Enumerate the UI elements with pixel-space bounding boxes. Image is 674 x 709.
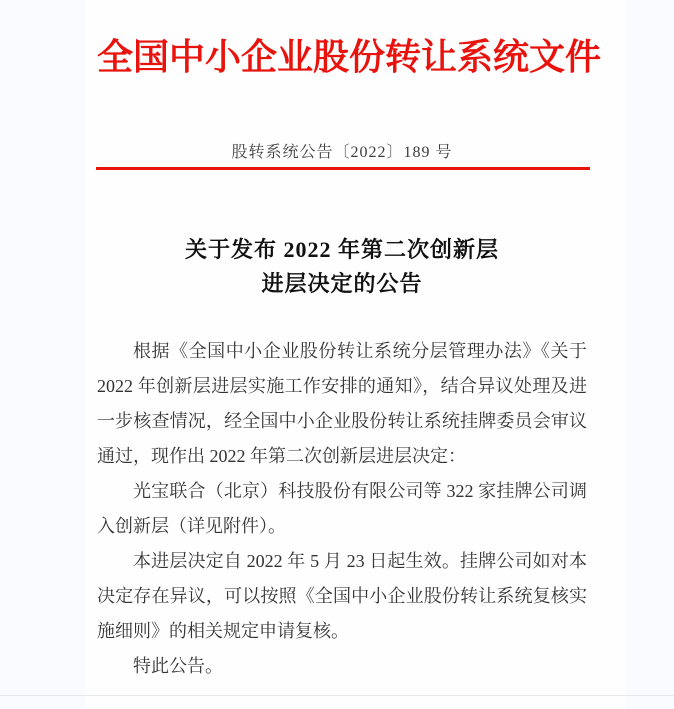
doc-number: 股转系统公告〔2022〕189 号 (231, 144, 453, 161)
body-paragraph: 根据《全国中小企业股份转让系统分层管理办法》《关于 2022 年创新层进层实施工作安排的通知》，结合异议处理及进一步核查情况，经全国中小企业股份转让系统挂牌委员会审议通过，现作出 2022 年第二次创新层进层决定： (97, 341, 587, 466)
body-paragraph: 光宝联合（北京）科技股份有限公司等 322 家挂牌公司调入创新层（详见附件）。 (97, 481, 587, 536)
red-divider-line (96, 167, 590, 170)
document-page (85, 0, 626, 709)
announcement-title (97, 233, 587, 301)
body-paragraph: 本进层决定自 2022 年 5 月 23 日起生效。挂牌公司如对本决定存在异议，可以按照《全国中小企业股份转让系统复核实施细则》的相关规定申请复核。 (97, 551, 587, 641)
page-bottom-edge (0, 695, 674, 696)
announcement-title-line-2: 进层决定的公告 (261, 271, 423, 296)
announcement-body (97, 334, 587, 684)
banner-title: 全国中小企业股份转让系统文件 (97, 37, 602, 77)
announcement-title-line-1: 关于发布 2022 年第二次创新层 (184, 237, 499, 262)
body-paragraph: 特此公告。 (133, 656, 223, 676)
